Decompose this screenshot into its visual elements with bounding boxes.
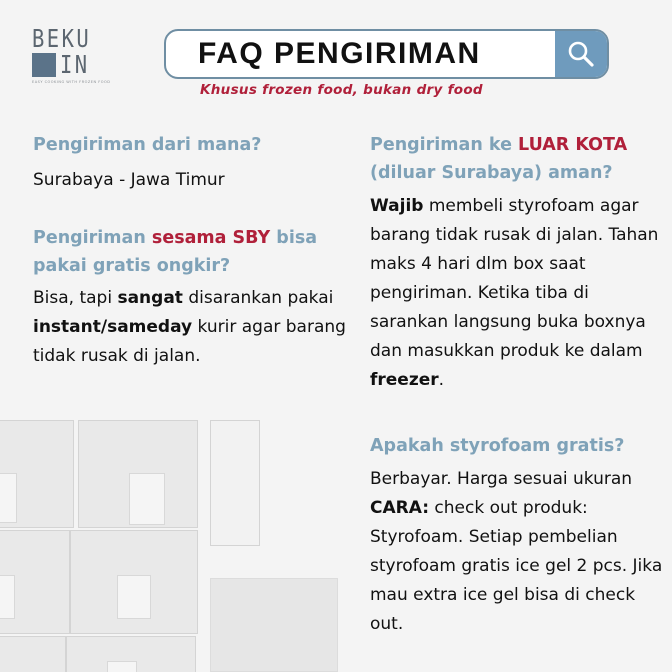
faq-item-out-of-town <box>370 131 670 395</box>
subtitle: Khusus frozen food, bukan dry food <box>200 82 483 98</box>
faq-question: Apakah styrofoam gratis? <box>370 436 625 456</box>
search-icon <box>566 39 596 69</box>
search-button <box>555 31 607 77</box>
faq-answer: Surabaya - Jawa Timur <box>33 170 225 190</box>
logo-tagline: EASY COOKING WITH FROZEN FOOD <box>32 80 111 84</box>
faq-question: Pengiriman ke LUAR KOTA (diluar Surabaya) aman? <box>370 135 628 183</box>
faq-question: Pengiriman dari mana? <box>33 135 262 155</box>
faq-item-styrofoam <box>370 432 670 639</box>
logo-text-bottom: IN <box>59 50 90 79</box>
styrofoam-boxes-image <box>0 418 340 672</box>
page-title: FAQ PENGIRIMAN <box>198 37 481 70</box>
title-search-bar <box>164 29 609 79</box>
faq-answer: Berbayar. Harga sesuai ukuran CARA: check out produk: Styrofoam. Setiap pembelian styrofoam gratis ice gel 2 pcs. Jika mau extra ice gel bisa di check out. <box>370 469 663 634</box>
faq-answer: Wajib membeli styrofoam agar barang tidak rusak di jalan. Tahan maks 4 hari dlm box saat pengiriman. Ketika tiba di sarankan langsung buka boxnya dan masukkan produk ke dalam freezer. <box>370 196 659 390</box>
brand-logo <box>32 24 111 84</box>
logo-text-top: BEKU <box>32 24 92 53</box>
question-highlight: sesama SBY <box>151 228 271 248</box>
logo-square-icon <box>32 53 56 77</box>
question-highlight: LUAR KOTA <box>518 135 628 155</box>
faq-item-origin <box>33 131 353 195</box>
faq-answer: Bisa, tapi sangat disarankan pakai instant/sameday kurir agar barang tidak rusak di jalan. <box>33 288 346 366</box>
faq-question: Pengiriman sesama SBY bisa pakai gratis ongkir? <box>33 228 318 276</box>
faq-item-local-free-shipping <box>33 224 353 371</box>
